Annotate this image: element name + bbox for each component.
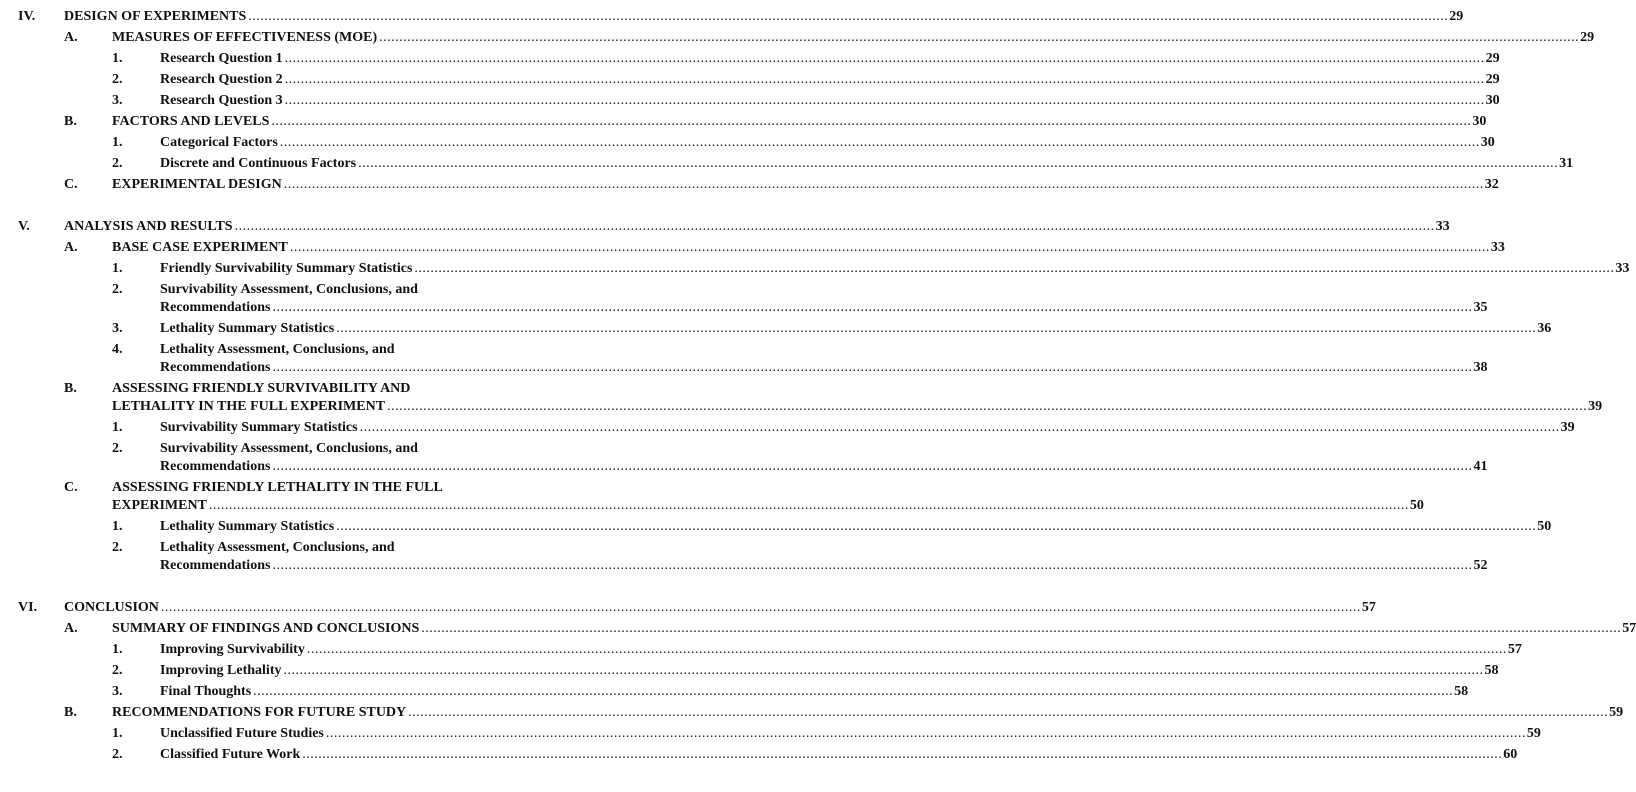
toc-entry-title: BASE CASE EXPERIMENT [112,240,288,255]
toc-entry-number: 2. [112,441,123,456]
toc-subsection-entry[interactable] [0,515,1552,536]
toc-page-number: 31 [1559,156,1574,171]
toc-entry-title: Research Question 1 [160,51,283,66]
toc-page-number: 30 [1472,114,1487,129]
toc-chapter-entry[interactable] [0,5,1464,26]
toc-entry-number: 1. [112,135,123,150]
toc-page-number: 39 [1588,399,1603,414]
toc-entry-number: 1. [112,261,123,276]
dot-leader: ............................................................................................................................................................................................................................................................................................................ [387,399,1588,414]
dot-leader: ............................................................................................................................................................................................................................................................................................................ [272,300,1473,315]
toc-entry-number: A. [64,621,78,636]
toc-entry-number: 2. [112,282,123,297]
toc-entry-title: SUMMARY OF FINDINGS AND CONCLUSIONS [112,621,420,636]
toc-entry-number: 1. [112,51,123,66]
toc-entry-number: 3. [112,93,123,108]
toc-page-number: 60 [1503,747,1518,762]
toc-entry-title: Research Question 2 [160,72,283,87]
toc-subsection-entry[interactable] [0,437,1488,476]
dot-leader: ............................................................................................................................................................................................................................................................................................................ [271,114,1472,129]
toc-entry-title: Classified Future Work [160,747,301,762]
dot-leader: ............................................................................................................................................................................................................................................................................................................ [279,135,1480,150]
toc-entry-number: 3. [112,684,123,699]
toc-entry-number: B. [64,381,77,396]
toc-page-number: 32 [1484,177,1499,192]
toc-entry-title: Final Thoughts [160,684,252,699]
dot-leader: ............................................................................................................................................................................................................................................................................................................ [414,261,1615,276]
toc-page-number: 29 [1449,9,1464,24]
toc-page-number: 30 [1480,135,1495,150]
toc-section-entry[interactable] [0,701,1624,722]
toc-entry-title: Lethality Summary Statistics [160,519,335,534]
toc-subsection-entry[interactable] [0,338,1488,377]
toc-subsection-entry[interactable] [0,317,1552,338]
dot-leader: ............................................................................................................................................................................................................................................................................................................ [272,360,1473,375]
dot-leader: ............................................................................................................................................................................................................................................................................................................ [284,72,1485,87]
toc-subsection-entry[interactable] [0,47,1500,68]
toc-section-entry[interactable] [0,173,1499,194]
toc-page-number: 58 [1454,684,1469,699]
toc-subsection-entry[interactable] [0,638,1522,659]
toc-entry-number: V. [18,219,30,234]
dot-leader: ............................................................................................................................................................................................................................................................................................................ [325,726,1526,741]
toc-entry-number: C. [64,177,78,192]
toc-page-number: 50 [1537,519,1552,534]
toc-entry-number: 4. [112,342,123,357]
toc-page-number: 59 [1526,726,1541,741]
toc-subsection-entry[interactable] [0,278,1488,317]
toc-page-number: 30 [1485,93,1500,108]
toc-subsection-entry[interactable] [0,257,1630,278]
toc-page-number: 52 [1473,558,1488,573]
toc-page-number: 29 [1485,51,1500,66]
toc-entry-number: IV. [18,9,36,24]
toc-entry-title: EXPERIMENT [112,498,207,513]
dot-leader: ............................................................................................................................................................................................................................................................................................................ [248,9,1449,24]
toc-page-number: 35 [1473,300,1488,315]
toc-section-entry[interactable] [0,110,1487,131]
dot-leader: ............................................................................................................................................................................................................................................................................................................ [253,684,1454,699]
toc-entry-title: DESIGN OF EXPERIMENTS [64,9,247,24]
dot-leader: ............................................................................................................................................................................................................................................................................................................ [289,240,1490,255]
toc-entry-number: 2. [112,663,123,678]
toc-section-entry[interactable] [0,236,1505,257]
toc-entry-title: LETHALITY IN THE FULL EXPERIMENT [112,399,386,414]
toc-entry-title: ASSESSING FRIENDLY SURVIVABILITY AND [112,381,411,396]
toc-entry-title: ASSESSING FRIENDLY LETHALITY IN THE FULL [112,480,443,495]
dot-leader: ............................................................................................................................................................................................................................................................................................................ [358,156,1559,171]
toc-page-number: 33 [1435,219,1450,234]
toc-entry-number: 2. [112,540,123,555]
toc-page-number: 33 [1615,261,1630,276]
toc-chapter-entry[interactable] [0,596,1376,617]
toc-page-number: 36 [1537,321,1552,336]
dot-leader: ............................................................................................................................................................................................................................................................................................................ [272,558,1473,573]
toc-page-number: 29 [1580,30,1595,45]
toc-subsection-entry[interactable] [0,68,1500,89]
toc-entry-number: 1. [112,420,123,435]
table-of-contents [0,5,1636,764]
toc-subsection-entry[interactable] [0,152,1574,173]
toc-entry-title: Recommendations [160,360,271,375]
dot-leader: ............................................................................................................................................................................................................................................................................................................ [379,30,1580,45]
toc-section-entry[interactable] [0,476,1424,515]
toc-entry-title: MEASURES OF EFFECTIVENESS (MOE) [112,30,378,45]
dot-leader: ............................................................................................................................................................................................................................................................................................................ [284,93,1485,108]
toc-entry-number: A. [64,240,78,255]
toc-page-number: 41 [1473,459,1488,474]
toc-entry-title: ANALYSIS AND RESULTS [64,219,233,234]
toc-section-entry[interactable] [0,617,1636,638]
dot-leader: ............................................................................................................................................................................................................................................................................................................ [283,177,1484,192]
toc-page-number: 29 [1485,72,1500,87]
toc-entry-title: EXPERIMENTAL DESIGN [112,177,282,192]
toc-entry-number: A. [64,30,78,45]
dot-leader: ............................................................................................................................................................................................................................................................................................................ [359,420,1560,435]
toc-entry-number: VI. [18,600,38,615]
dot-leader: ............................................................................................................................................................................................................................................................................................................ [234,219,1435,234]
toc-entry-title: FACTORS AND LEVELS [112,114,270,129]
dot-leader: ............................................................................................................................................................................................................................................................................................................ [160,600,1361,615]
toc-section-entry[interactable] [0,26,1595,47]
toc-subsection-entry[interactable] [0,131,1495,152]
dot-leader: ............................................................................................................................................................................................................................................................................................................ [336,321,1537,336]
dot-leader: ............................................................................................................................................................................................................................................................................................................ [283,663,1484,678]
dot-leader: ............................................................................................................................................................................................................................................................................................................ [306,642,1507,657]
toc-entry-number: 3. [112,321,123,336]
dot-leader: ............................................................................................................................................................................................................................................................................................................ [421,621,1622,636]
toc-entry-number: B. [64,705,77,720]
toc-chapter-entry[interactable] [0,215,1450,236]
toc-page-number: 33 [1490,240,1505,255]
toc-entry-number: 2. [112,747,123,762]
toc-entry-title: Recommendations [160,300,271,315]
toc-entry-title: Discrete and Continuous Factors [160,156,357,171]
dot-leader: ............................................................................................................................................................................................................................................................................................................ [272,459,1473,474]
toc-page-number: 39 [1560,420,1575,435]
toc-entry-title: CONCLUSION [64,600,159,615]
toc-entry-title: Lethality Assessment, Conclusions, and [160,540,395,555]
toc-entry-title: Survivability Summary Statistics [160,420,358,435]
dot-leader: ............................................................................................................................................................................................................................................................................................................ [208,498,1409,513]
toc-subsection-entry[interactable] [0,743,1518,764]
toc-entry-title: Lethality Summary Statistics [160,321,335,336]
dot-leader: ............................................................................................................................................................................................................................................................................................................ [336,519,1537,534]
toc-entry-number: C. [64,480,78,495]
dot-leader: ............................................................................................................................................................................................................................................................................................................ [408,705,1609,720]
toc-subsection-entry[interactable] [0,536,1488,575]
toc-page-number: 57 [1622,621,1636,636]
toc-entry-title: Friendly Survivability Summary Statistics [160,261,413,276]
toc-entry-title: Research Question 3 [160,93,283,108]
toc-page-number: 50 [1409,498,1424,513]
toc-entry-title: Unclassified Future Studies [160,726,324,741]
toc-entry-title: Survivability Assessment, Conclusions, and [160,282,418,297]
toc-entry-title: Categorical Factors [160,135,278,150]
dot-leader: ............................................................................................................................................................................................................................................................................................................ [284,51,1485,66]
toc-page-number: 58 [1484,663,1499,678]
toc-entry-title: Improving Lethality [160,663,282,678]
toc-subsection-entry[interactable] [0,659,1499,680]
toc-subsection-entry[interactable] [0,680,1469,701]
toc-entry-number: 2. [112,72,123,87]
toc-entry-number: B. [64,114,77,129]
toc-entry-title: Improving Survivability [160,642,305,657]
toc-entry-title: RECOMMENDATIONS FOR FUTURE STUDY [112,705,407,720]
toc-subsection-entry[interactable] [0,416,1575,437]
toc-entry-title: Recommendations [160,558,271,573]
toc-entry-number: 1. [112,642,123,657]
toc-entry-number: 1. [112,726,123,741]
toc-entry-number: 2. [112,156,123,171]
toc-page-number: 59 [1609,705,1624,720]
toc-entry-number: 1. [112,519,123,534]
toc-entry-title: Survivability Assessment, Conclusions, and [160,441,418,456]
toc-entry-title: Recommendations [160,459,271,474]
toc-section-entry[interactable] [0,377,1603,416]
toc-subsection-entry[interactable] [0,89,1500,110]
toc-entry-title: Lethality Assessment, Conclusions, and [160,342,395,357]
toc-page-number: 38 [1473,360,1488,375]
toc-page-number: 57 [1507,642,1522,657]
toc-page-number: 57 [1361,600,1376,615]
dot-leader: ............................................................................................................................................................................................................................................................................................................ [302,747,1503,762]
toc-subsection-entry[interactable] [0,722,1541,743]
